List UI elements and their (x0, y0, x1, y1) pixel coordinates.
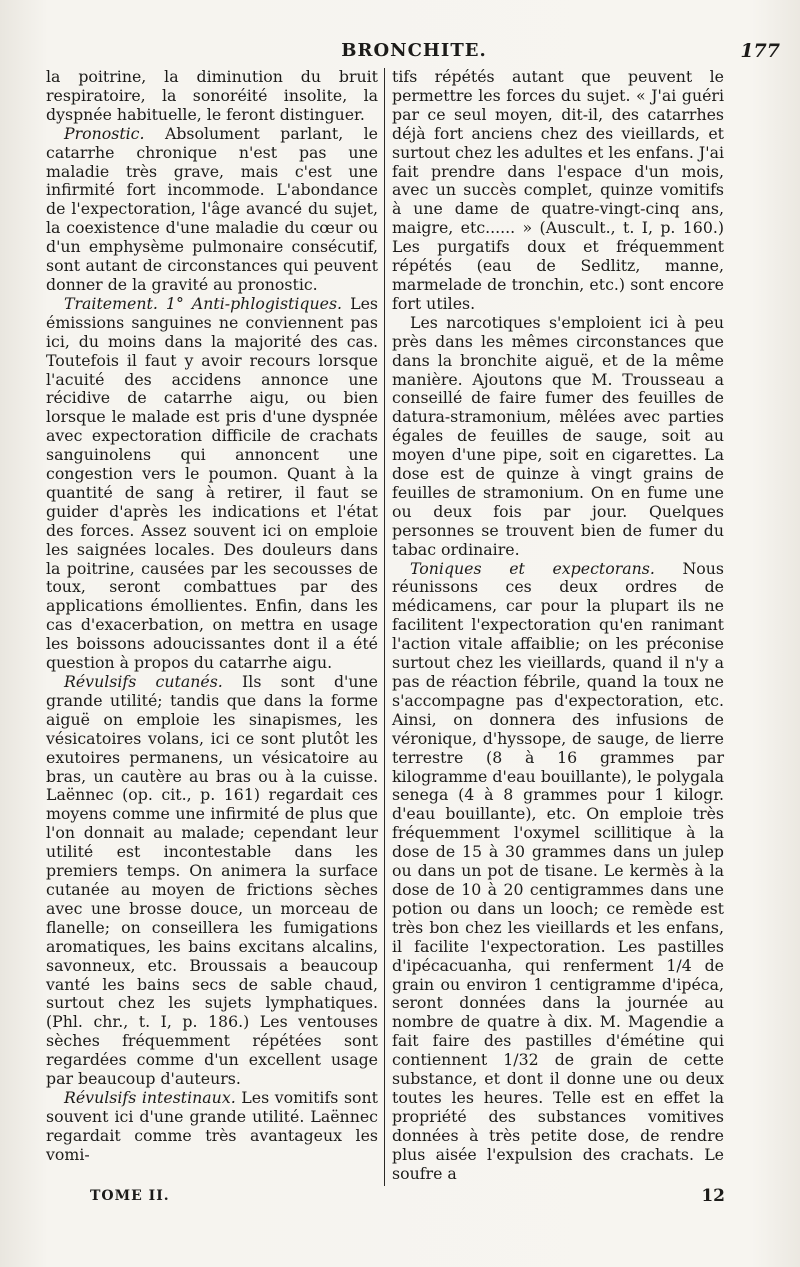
paragraph (46, 125, 378, 295)
paragraph-text: Ils sont d'une grande utilité; tandis que dans la forme aiguë on emploie les sinapismes, les vésicatoires volans, ici ce sont plutôt les exutoires permanens, un vésicatoire au bras, un cautère au bras ou à la cuisse. Laënnec (op. cit., p. 161) regardait ces moyens comme une infirmité de plus que l'on donnait au malade; cependant leur utilité est incontestable dans les premiers temps. On animera la surface cutanée au moyen de frictions sèches avec une brosse douce, un morceau de flanelle; on conseillera les fumigations aromatiques, les bains excitans alcalins, savonneux, etc. Broussais a beaucoup vanté les bains secs de sable chaud, surtout chez les sujets lymphatiques. (Phl. chr., t. I, p. 186.) Les ventouses sèches fréquemment répétées sont regardées comme d'un excellent usage par beaucoup d'auteurs. (46, 672, 378, 1089)
paragraph-heading: Pronostic. (64, 123, 145, 143)
page-number: 177 (740, 40, 780, 62)
paragraph-heading: Toniques et expectorans. (410, 558, 655, 578)
signature-mark: 12 (701, 1186, 725, 1206)
column-divider (384, 68, 385, 1186)
paragraph (46, 673, 378, 1089)
paragraph-text: Absolument parlant, le catarrhe chronique n'est pas une maladie très grave, mais c'est une infirmité fort incommode. L'abondance de l'expectoration, l'âge avancé du sujet, la coexistence d'une maladie du cœur ou d'un emphysème pulmonaire consécutif, sont autant de circonstances qui peuvent donner de la gravité au pronostic. (46, 123, 378, 294)
running-title: BRONCHITE. (341, 40, 487, 61)
paragraph (392, 560, 724, 1184)
page-header (48, 40, 780, 66)
paragraph-text: Nous réunissons ces deux ordres de médicamens, car pour la plupart ils ne facilitent l'expectoration qu'en ranimant l'action vitale affaiblie; on les préconise surtout chez les vieillards, quand il n'y a pas de réaction fébrile, quand la toux ne s'accompagne pas d'expectoration, etc. Ainsi, on donnera des infusions de véronique, d'hyssope, de sauge, de lierre terrestre (8 à 16 grammes par kilogramme d'eau bouillante), le polygala senega (4 à 8 grammes pour 1 kilogr. d'eau bouillante), etc. On emploie très fréquemment l'oxymel scillitique à la dose de 15 à 30 grammes dans un julep ou dans un pot de tisane. Le kermès à la dose de 10 à 20 centigrammes dans une potion ou dans un looch; ce remède est très bon chez les vieillards et les enfans, il facilite l'expectoration. Les pastilles d'ipécacuanha, qui renferment 1/4 de grain ou environ 1 centigramme d'ipéca, seront données dans la journée au nombre de quatre à dix. M. Magendie a fait faire des pastilles d'émétine qui contiennent 1/32 de grain de cette substance, et dont il donne une ou deux toutes les heures. Telle est en effet la propriété des substances vomitives données à très petite dose, de rendre plus aisée l'expulsion des crachats. Le soufre a (392, 558, 724, 1183)
paragraph-heading: Traitement. 1° Anti-phlogistiques. (64, 293, 343, 313)
paragraph-text: Les narcotiques s'emploient ici à peu près dans les mêmes circonstances que dans la bronchite aiguë, et de la même manière. Ajoutons que M. Trousseau a conseillé de faire fumer des feuilles de datura-stramonium, mêlées avec parties égales de feuilles de sauge, soit au moyen d'une pipe, soit en cigarettes. La dose est de quinze à vingt grains de feuilles de stramonium. On en fume une ou deux fois par jour. Quelques personnes se trouvent bien de fumer du tabac ordinaire. (392, 312, 724, 559)
volume-label: TOME II. (90, 1188, 170, 1204)
paragraph-text: la poitrine, la diminution du bruit respiratoire, la sonoréité insolite, la dyspnée habituelle, le feront distinguer. (46, 67, 378, 124)
left-column (46, 68, 378, 1165)
paragraph (46, 295, 378, 673)
paragraph-text: Les vomitifs sont souvent ici d'une grande utilité. Laënnec regardait comme très avantageux les vomi- (46, 1087, 378, 1164)
paragraph (392, 314, 724, 560)
paragraph-heading: Révulsifs intestinaux. (64, 1087, 236, 1107)
paragraph-heading: Révulsifs cutanés. (64, 672, 223, 691)
paragraph-text: tifs répétés autant que peuvent le permettre les forces du sujet. « J'ai guéri par ce seul moyen, dit-il, des catarrhes déjà fort anciens chez des vieillards, et surtout chez les adultes et les enfans. J'ai fait prendre dans l'espace d'un mois, avec un succès complet, quinze vomitifs à une dame de quatre-vingt-cinq ans, maigre, etc...... » (Auscult., t. I, p. 160.) Les purgatifs doux et fréquemment répétés (eau de Sedlitz, manne, marmelade de tronchin, etc.) sont encore fort utiles. (392, 67, 724, 313)
right-column (392, 68, 724, 1183)
paragraph (46, 68, 378, 125)
page-footer (90, 1188, 725, 1212)
paragraph (46, 1089, 378, 1165)
paragraph-text: Les émissions sanguines ne conviennent pas ici, du moins dans la majorité des cas. Toutefois il faut y avoir recours lorsque l'acuité des accidens annonce une récidive de catarrhe aigu, ou bien lorsque le malade est pris d'une dyspnée avec expectoration difficile de crachats sanguinolens qui annoncent une congestion vers le poumon. Quant à la quantité de sang à retirer, il faut se guider d'après les indications et l'état des forces. Assez souvent ici on emploie les saignées locales. Des douleurs dans la poitrine, causées par les secousses de toux, seront combattues par des applications émollientes. Enfin, dans les cas d'exacerbation, on mettra en usage les boissons adoucissantes dont il a été question à propos du catarrhe aigu. (46, 293, 378, 673)
paragraph (392, 68, 724, 314)
